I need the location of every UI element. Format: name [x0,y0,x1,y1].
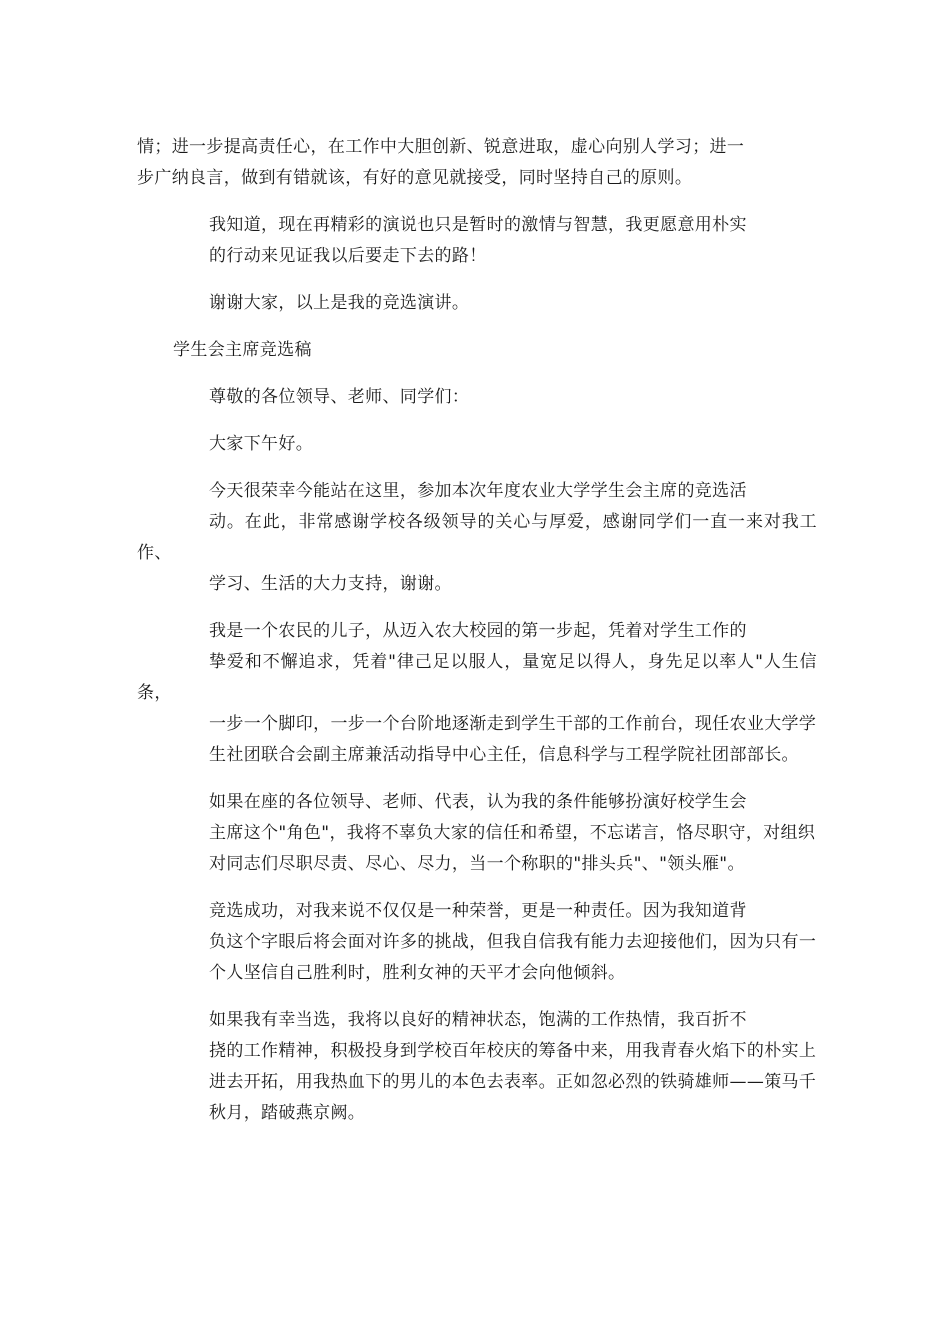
text-line: 个人坚信自己胜利时，胜利女神的天平才会向他倾斜。 [209,963,626,983]
paragraph [137,1005,817,1129]
text-line: 负这个字眼后将会面对许多的挑战，但我自信我有能力去迎接他们，因为只有一 [209,932,817,952]
text-line: 动。在此，非常感谢学校各级领导的关心与厚爱，感谢同学们一直一来对我工作、 [137,512,817,563]
paragraph [137,616,817,771]
text-line: 对同志们尽职尽责、尽心、尽力，当一个称职的"排头兵"、"领头雁"。 [209,854,745,874]
paragraph [137,476,817,600]
text-line: 学习、生活的大力支持，谢谢。 [209,574,452,594]
text-line: 秋月，踏破燕京阙。 [209,1103,366,1123]
text-line: 尊敬的各位领导、老师、同学们： [209,387,470,407]
text-line: 谢谢大家，以上是我的竞选演讲。 [209,293,470,313]
text-line: 主席这个"角色"，我将不辜负大家的信任和希望，不忘诺言，恪尽职守，对组织 [209,823,816,843]
text-line: 如果在座的各位领导、老师、代表，认为我的条件能够扮演好校学生会 [209,792,747,812]
paragraph [137,132,817,194]
text-line: 步广纳良言，做到有错就该，有好的意见就接受，同时坚持自己的原则。 [137,168,693,188]
text-line: 我知道，现在再精彩的演说也只是暂时的激情与智慧，我更愿意用朴实 [209,215,747,235]
text-line: 一步一个脚印，一步一个台阶地逐渐走到学生干部的工作前台，现任农业大学学 [209,714,817,734]
text-line: 竞选成功，对我来说不仅仅是一种荣誉，更是一种责任。因为我知道背 [209,901,747,921]
paragraph [137,787,817,880]
text-line: 生社团联合会副主席兼活动指导中心主任，信息科学与工程学院社团部部长。 [209,745,799,765]
document-body [137,132,817,1145]
text-line: 学生会主席竞选稿 [173,340,312,360]
text-line: 挠的工作精神，积极投身到学校百年校庆的筹备中来，用我青春火焰下的朴实上 [209,1041,817,1061]
paragraph [137,288,817,319]
text-line: 今天很荣幸今能站在这里，参加本次年度农业大学学生会主席的竞选活 [209,481,747,501]
text-line: 大家下午好。 [209,434,314,454]
paragraph [137,210,817,272]
text-line: 挚爱和不懈追求，凭着"律己足以服人，量宽足以得人，身先足以率人"人生信条， [137,652,817,703]
paragraph [137,896,817,989]
section-title [137,335,817,366]
text-line: 情；进一步提高责任心，在工作中大胆创新、锐意进取，虚心向别人学习；进一 [137,137,745,157]
paragraph [137,382,817,413]
text-line: 我是一个农民的儿子，从迈入农大校园的第一步起，凭着对学生工作的 [209,621,747,641]
text-line: 的行动来见证我以后要走下去的路！ [209,246,487,266]
paragraph [137,429,817,460]
text-line: 进去开拓，用我热血下的男儿的本色去表率。正如忽必烈的铁骑雄师——策马千 [209,1072,817,1092]
text-line: 如果我有幸当选，我将以良好的精神状态，饱满的工作热情，我百折不 [209,1010,747,1030]
